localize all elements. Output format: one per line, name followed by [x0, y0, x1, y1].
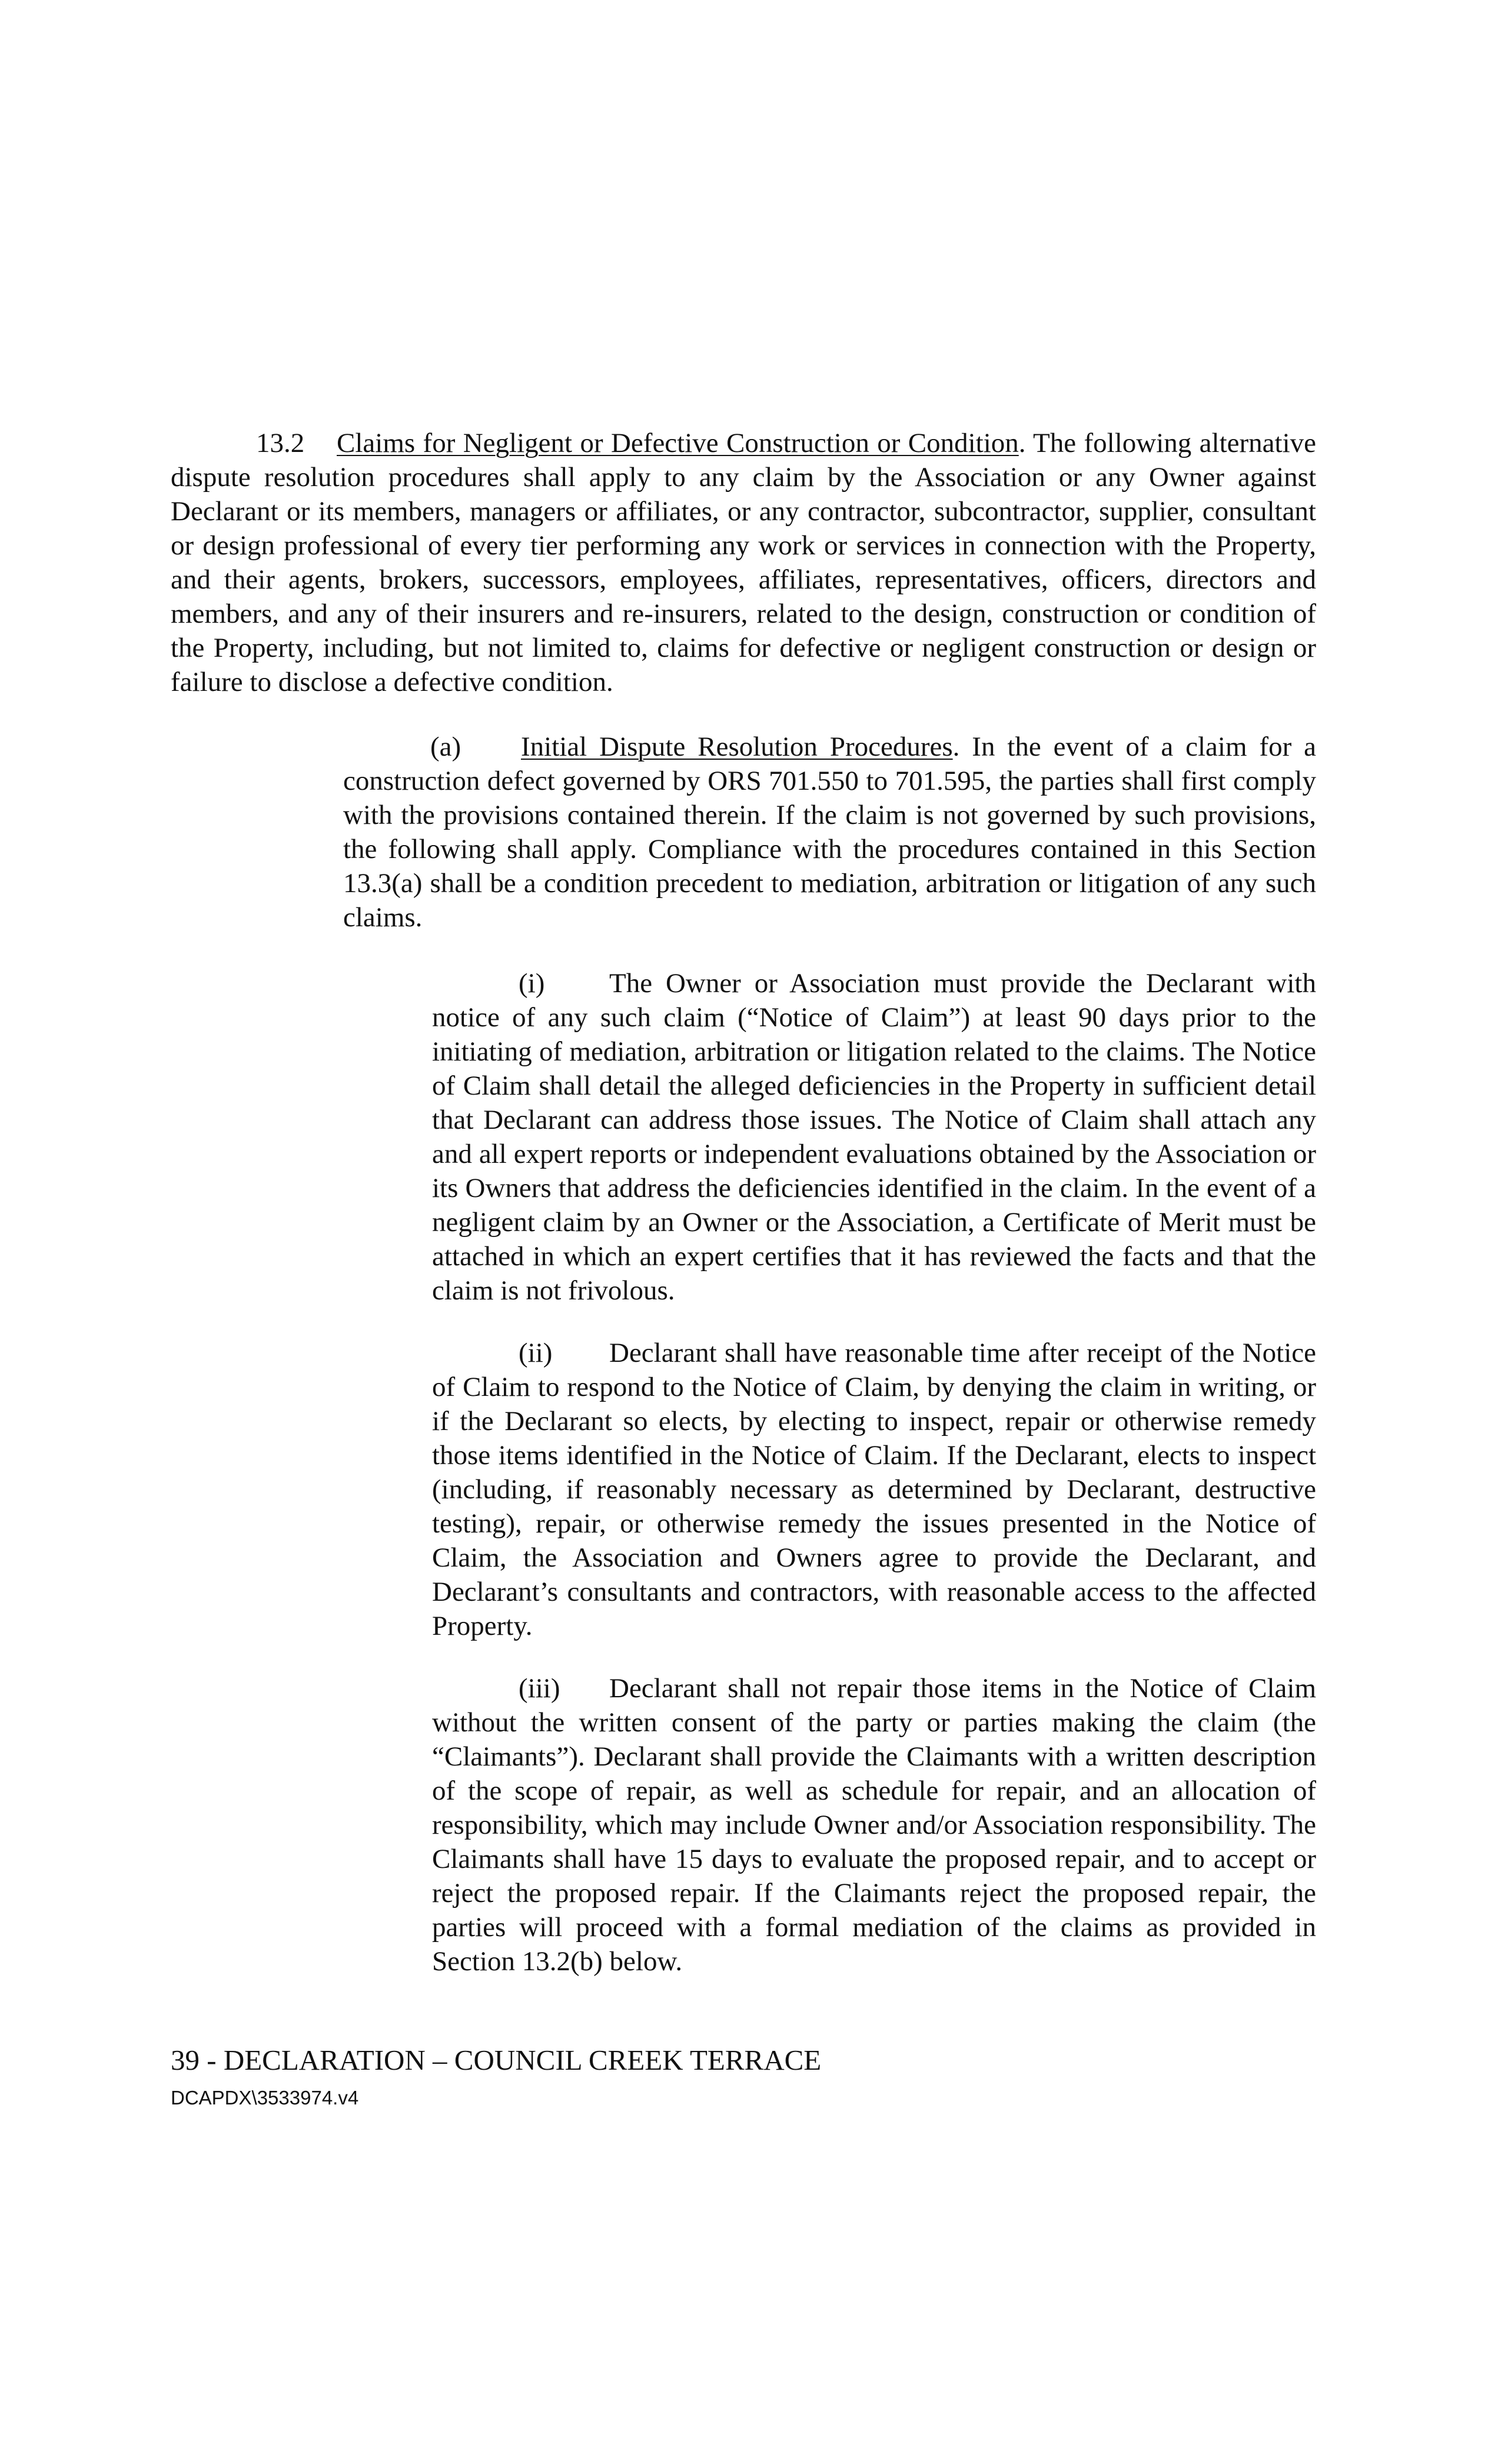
- subsection-a-heading: Initial Dispute Resolution Procedures: [521, 731, 953, 762]
- clause-i-body: The Owner or Association must provide the Declarant with notice of any such claim (“Notice of Claim”) at least 90 days prior to the initiating of mediation, arbitration or litigation related to the claims. The Notice of Claim shall detail the alleged deficiencies in the Property in sufficient detail that Declarant can address those issues. The Notice of Claim shall attach any and all expert reports or independent evaluations obtained by the Association or its Owners that address the deficiencies identified in the claim. In the event of a negligent claim by an Owner or the Association, a Certificate of Merit must be attached in which an expert certifies that it has reviewed the facts and that the claim is not frivolous.: [432, 968, 1316, 1306]
- clause-ii-number: (ii): [519, 1338, 553, 1368]
- clause-ii-paragraph: [432, 1336, 1316, 1643]
- clause-i-number: (i): [519, 968, 545, 999]
- subsection-a-paragraph: [343, 730, 1316, 935]
- clause-i-paragraph: [432, 966, 1316, 1308]
- clause-iii-body: Declarant shall not repair those items in the Notice of Claim without the written consent of the party or parties making the claim (the “Claimants”). Declarant shall provide the Claimants with a written description of the scope of repair, as well as schedule for repair, and an allocation of responsibility, which may include Owner and/or Association responsibility. The Claimants shall have 15 days to evaluate the proposed repair, and to accept or reject the proposed repair. If the Claimants reject the proposed repair, the parties will proceed with a formal mediation of the claims as provided in Section 13.2(b) below.: [432, 1673, 1316, 1977]
- subsection-a-heading-punctuation: .: [952, 731, 960, 762]
- footer-page-title: 39 - DECLARATION – COUNCIL CREEK TERRACE: [171, 2044, 822, 2076]
- section-number: 13.2: [256, 428, 305, 458]
- section-body: The following alternative dispute resolution procedures shall apply to any claim by the Association or any Owner against Declarant or its members, managers or affiliates, or any contractor, subcontractor, supplier, consultant or design professional of every tier performing any work or services in connection with the Property, and their agents, brokers, successors, employees, affiliates, representatives, officers, directors and members, and any of their insurers and re-insurers, related to the design, construction or condition of the Property, including, but not limited to, claims for defective or negligent construction or design or failure to disclose a defective condition.: [171, 428, 1316, 697]
- clause-ii-body: Declarant shall have reasonable time after receipt of the Notice of Claim to respond to the Notice of Claim, by denying the claim in writing, or if the Declarant so elects, by electing to inspect, repair or otherwise remedy those items identified in the Notice of Claim. If the Declarant, elects to inspect (including, if reasonably necessary as determined by Declarant, destructive testing), repair, or otherwise remedy the issues presented in the Notice of Claim, the Association and Owners agree to provide the Declarant, and Declarant’s consultants and contractors, with reasonable access to the affected Property.: [432, 1338, 1316, 1641]
- subsection-a-number: (a): [430, 731, 461, 762]
- section-heading-punctuation: .: [1018, 428, 1026, 458]
- section-heading: Claims for Negligent or Defective Construction or Condition: [337, 428, 1019, 458]
- section-13-2-paragraph: [171, 426, 1316, 699]
- footer-document-id: DCAPDX\3533974.v4: [171, 2087, 359, 2109]
- subsection-a-body: In the event of a claim for a construction defect governed by ORS 701.550 to 701.595, the parties shall first comply with the provisions contained therein. If the claim is not governed by such provisions, the following shall apply. Compliance with the procedures contained in this Section 13.3(a) shall be a condition precedent to mediation, arbitration or litigation of any such claims.: [343, 731, 1316, 933]
- clause-iii-number: (iii): [519, 1673, 560, 1704]
- clause-iii-paragraph: [432, 1671, 1316, 1978]
